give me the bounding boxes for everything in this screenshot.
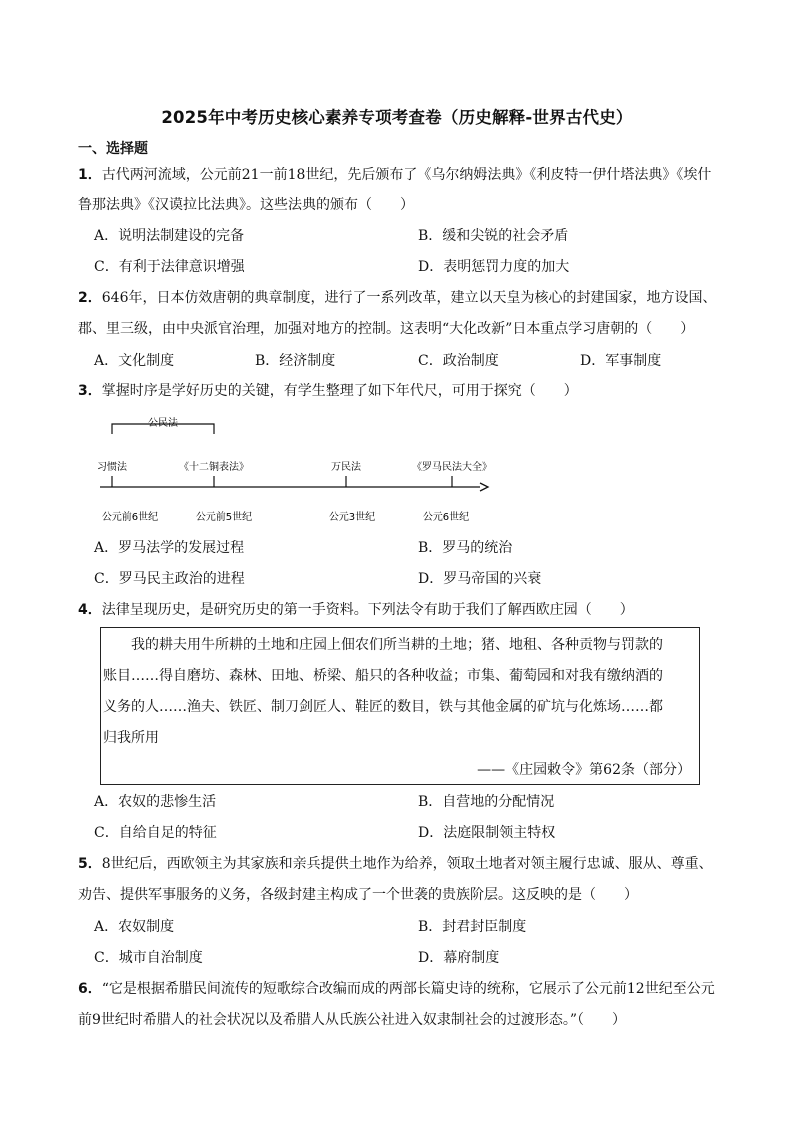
question-4-option-c[interactable]: C．自给自足的特征 xyxy=(94,825,217,841)
source-quote-line-4: 归我所用 xyxy=(103,730,159,746)
timeline-date-3: 公元3世纪 xyxy=(328,512,376,523)
question-2-line-2: 郡、里三级，由中央派官治理，加强对地方的控制。这表明“大化改新”日本重点学习唐朝的（ ） xyxy=(78,321,695,337)
question-2-option-c[interactable]: C．政治制度 xyxy=(418,353,499,369)
page-title: 2025年中考历史核心素养专项考查卷（历史解释-世界古代史） xyxy=(161,108,633,127)
question-1-option-c[interactable]: C．有利于法律意识增强 xyxy=(94,259,245,275)
question-number: 5． xyxy=(78,856,102,872)
question-5-option-d[interactable]: D．幕府制度 xyxy=(418,950,500,966)
question-number: 4． xyxy=(78,602,102,618)
source-quote-line-3: 义务的人……渔夫、铁匠、制刀剑匠人、鞋匠的数目，铁与其他金属的矿坑与化炼场……都 xyxy=(103,699,663,715)
timeline-event-4: 《罗马民法大全》 xyxy=(412,462,492,473)
timeline-event-2: 《十二铜表法》 xyxy=(179,462,249,473)
source-quote-line-1: 我的耕夫用牛所耕的土地和庄园上佃农们所当耕的土地；猪、地租、各种贡物与罚款的 xyxy=(131,637,663,653)
question-5-option-a[interactable]: A．农奴制度 xyxy=(94,919,175,935)
question-5-option-c[interactable]: C．城市自治制度 xyxy=(94,950,203,966)
question-4-option-d[interactable]: D．法庭限制领主特权 xyxy=(418,825,556,841)
question-2-option-a[interactable]: A．文化制度 xyxy=(94,353,175,369)
question-1-option-b[interactable]: B．缓和尖锐的社会矛盾 xyxy=(418,228,569,244)
timeline-event-1: 习惯法 xyxy=(97,462,127,473)
question-number: 6． xyxy=(78,981,102,997)
source-citation: ——《庄园敕令》第62条（部分） xyxy=(477,762,691,778)
question-3-option-c[interactable]: C．罗马民主政治的进程 xyxy=(94,571,245,587)
question-2-line-1: 2．646年，日本仿效唐朝的典章制度，进行了一系列改革，建立以天皇为核心的封建国家，地方设国、 xyxy=(78,290,717,306)
question-1-option-a[interactable]: A．说明法制建设的完备 xyxy=(94,228,245,244)
question-number: 1． xyxy=(78,167,102,183)
question-5-line-2: 劝告、提供军事服务的义务，各级封建主构成了一个世袭的贵族阶层。这反映的是（ ） xyxy=(78,887,638,903)
question-1-line-2: 鲁那法典》《汉谟拉比法典》。这些法典的颁布（ ） xyxy=(78,197,414,213)
timeline-arrow-icon xyxy=(480,483,488,491)
question-4-option-a[interactable]: A．农奴的悲惨生活 xyxy=(94,794,217,810)
timeline-diagram xyxy=(94,412,494,532)
timeline-event-3: 万民法 xyxy=(331,462,361,473)
question-1-line-1: 1．古代两河流域，公元前21一前18世纪，先后颁布了《乌尔纳姆法典》《利皮特一伊什塔法典》《埃什 xyxy=(78,167,712,183)
timeline-date-1: 公元前6世纪 xyxy=(101,512,159,523)
question-3-option-d[interactable]: D．罗马帝国的兴衰 xyxy=(418,571,542,587)
question-1-option-d[interactable]: D．表明惩罚力度的加大 xyxy=(418,259,570,275)
question-6-line-2: 前9世纪时希腊人的社会状况以及希腊人从氏族公社进入奴隶制社会的过渡形态。”（ ） xyxy=(78,1012,627,1028)
question-4-option-b[interactable]: B．自营地的分配情况 xyxy=(418,794,555,810)
question-4-line-1: 4．法律呈现历史，是研究历史的第一手资料。下列法令有助于我们了解西欧庄园（ ） xyxy=(78,602,634,618)
question-3-line-1: 3．掌握时序是学好历史的关键，有学生整理了如下年代尺，可用于探究（ ） xyxy=(78,383,578,399)
question-number: 2． xyxy=(78,290,102,306)
question-3-option-a[interactable]: A．罗马法学的发展过程 xyxy=(94,540,245,556)
timeline-date-2: 公元前5世纪 xyxy=(195,512,253,523)
question-number: 3． xyxy=(78,383,102,399)
source-quote-line-2: 账目……得自磨坊、森林、田地、桥梁、船只的各种收益；市集、葡萄园和对我有缴纳酒的 xyxy=(103,668,663,684)
source-quote-box xyxy=(100,627,700,785)
timeline-bracket-label: 公民法 xyxy=(148,418,178,429)
question-2-option-b[interactable]: B．经济制度 xyxy=(255,353,336,369)
question-5-option-b[interactable]: B．封君封臣制度 xyxy=(418,919,527,935)
question-5-line-1: 5．8世纪后，西欧领主为其家族和亲兵提供土地作为给养，领取土地者对领主履行忠诚、服从、尊重、 xyxy=(78,856,713,872)
question-6-line-1: 6．“它是根据希腊民间流传的短歌综合改编而成的两部长篇史诗的统称，它展示了公元前12世纪至公元 xyxy=(78,981,715,997)
section-heading: 一、选择题 xyxy=(78,141,148,157)
question-2-option-d[interactable]: D．军事制度 xyxy=(580,353,662,369)
timeline-date-4: 公元6世纪 xyxy=(422,512,470,523)
question-3-option-b[interactable]: B．罗马的统治 xyxy=(418,540,513,556)
